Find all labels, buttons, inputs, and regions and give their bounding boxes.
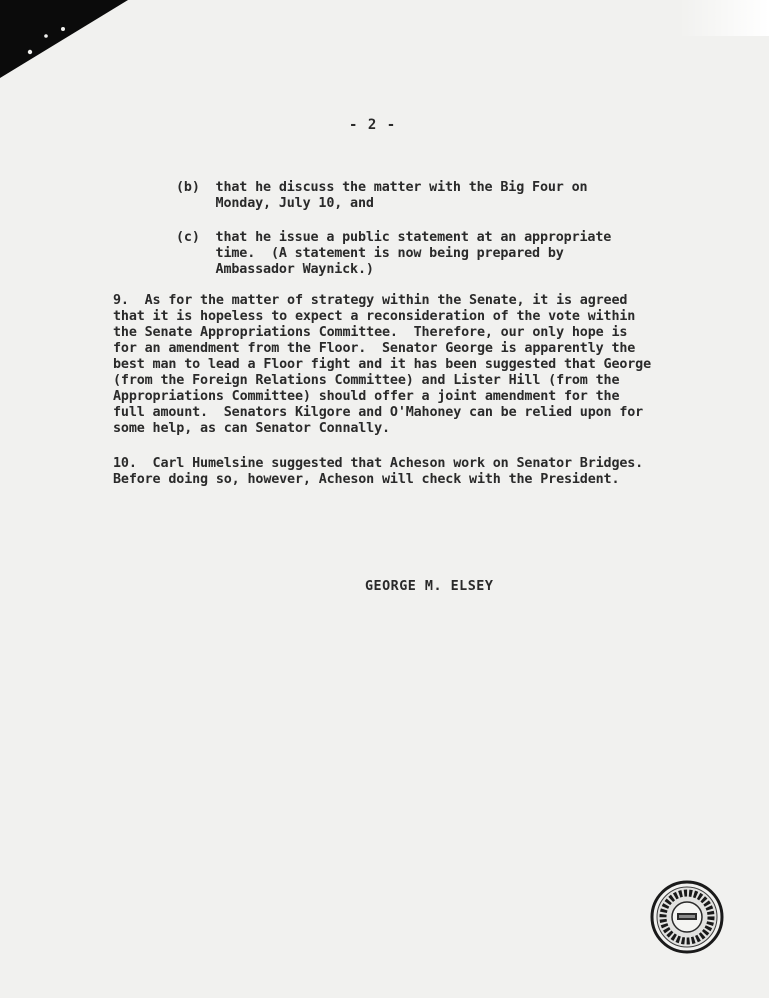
list-item-c: (c) that he issue a public statement at an appropriate time. (A statement is now being prepared by Ambassador Waynick.) (176, 230, 612, 277)
archive-seal-icon (650, 880, 724, 954)
paragraph-10: 10. Carl Humelsine suggested that Acheson work on Senator Bridges. Before doing so, however, Acheson will check with the President. (113, 456, 644, 487)
page-number: - 2 - (349, 117, 397, 133)
paragraph-9: 9. As for the matter of strategy within the Senate, it is agreed that it is hopeless to expect a reconsideration of the vote within the Senate Appropriations Committee. Therefore, our only hope is for an amendment from the Floor. Senator George is apparently the best man to lead a Floor fight and it has been suggested that George (from the Foreign Relations Committee) and Lister Hill (from the Appropriations Committee) should offer a joint amendment for the full amount. Senators Kilgore and O'Mahoney can be relied upon for some help, as can Senator Connally. (113, 293, 652, 436)
list-item-b: (b) that he discuss the matter with the Big Four on Monday, July 10, and (176, 180, 588, 211)
signature: GEORGE M. ELSEY (365, 579, 494, 594)
